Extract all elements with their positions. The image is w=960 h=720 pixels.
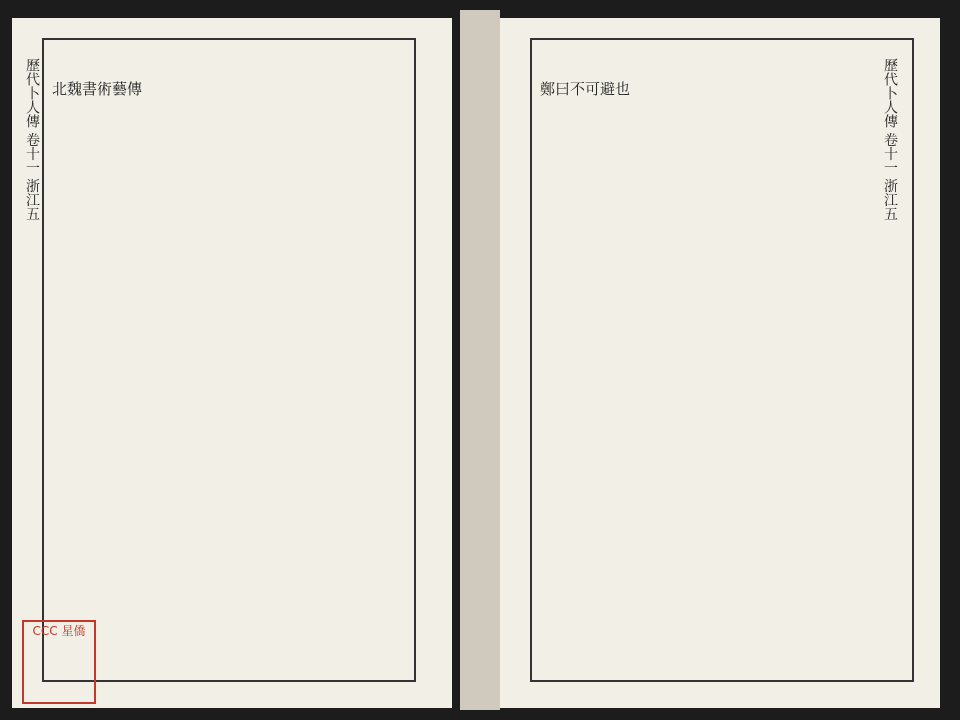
right-header: 歷代卜人傳 卷十一 浙江五 — [882, 58, 898, 221]
left-page — [12, 18, 452, 708]
logo: CCC 星僑 — [22, 620, 96, 704]
gutter — [460, 10, 500, 710]
right-page — [500, 18, 940, 708]
left-header: 歷代卜人傳 卷十一 浙江五 — [24, 58, 40, 221]
right-title: 鄭曰不可避也 — [540, 80, 631, 98]
right-frame — [530, 38, 914, 682]
left-frame — [42, 38, 416, 682]
left-title: 北魏書術藝傳 — [52, 80, 143, 98]
